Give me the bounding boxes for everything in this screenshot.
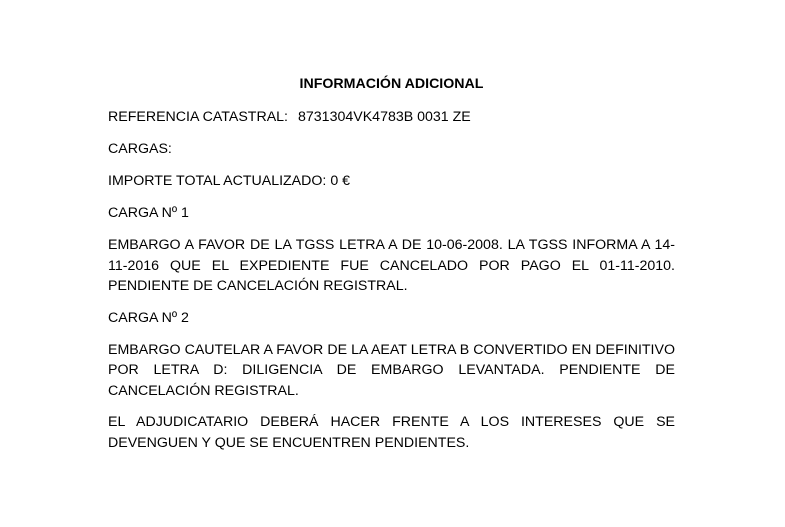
carga-1-text: EMBARGO A FAVOR DE LA TGSS LETRA A DE 10-06-2008. LA TGSS INFORMA A 14-11-2016 QUE EL EXPEDIENTE FUE CANCELADO POR PAGO EL 01-11-2010. PENDIENTE DE CANCELACIÓN REGISTRAL. (108, 237, 675, 294)
carga-1-heading: CARGA Nº 1 (108, 205, 189, 221)
document-title: INFORMACIÓN ADICIONAL (299, 76, 484, 92)
carga-2-heading: CARGA Nº 2 (108, 309, 189, 326)
referencia-catastral-label: REFERENCIA CATASTRAL: (108, 109, 289, 125)
closing-text: EL ADJUDICATARIO DEBERÁ HACER FRENTE A LOS INTERESES QUE SE DEVENGUEN Y QUE SE ENCUENTREN PENDIENTES. (108, 414, 675, 451)
importe-total-line: IMPORTE TOTAL ACTUALIZADO: 0 € (108, 173, 351, 189)
cargas-label: CARGAS: (108, 141, 172, 157)
document-body (108, 74, 675, 464)
referencia-catastral-value: 8731304VK4783B 0031 ZE (298, 109, 471, 125)
carga-2-text: EMBARGO CAUTELAR A FAVOR DE LA AEAT LETRA B CONVERTIDO EN DEFINITIVO POR LETRA D: DILIGENCIA DE EMBARGO LEVANTADA. PENDIENTE DE CANCELACIÓN REGISTRAL. (108, 341, 675, 399)
referencia-catastral-line (108, 107, 675, 128)
